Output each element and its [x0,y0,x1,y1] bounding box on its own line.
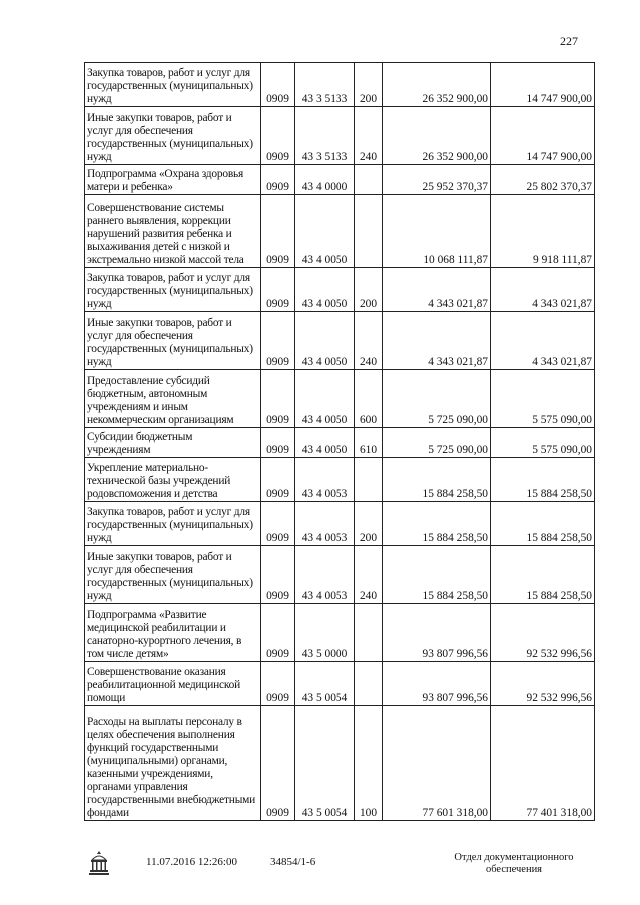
row-name-cell: Закупка товаров, работ и услуг для государственных (муниципальных) нужд [85,502,261,546]
footer-office-line: обеспечения [485,864,543,875]
amount-year2-cell: 5 575 090,00 [491,370,595,428]
footer-office [434,852,594,876]
expense-type-cell: 240 [355,312,383,370]
page-footer [86,848,596,898]
table-row [85,662,595,706]
footer-datetime: 11.07.2016 12:26:00 [146,856,237,868]
section-code-cell: 0909 [261,428,295,458]
page-number: 227 [560,34,578,48]
section-code-cell: 0909 [261,312,295,370]
expense-type-cell: 200 [355,502,383,546]
amount-year2-cell: 25 802 370,37 [491,165,595,195]
expense-type-cell [355,195,383,268]
amount-year1-cell: 15 884 258,50 [383,546,491,604]
table-row [85,268,595,312]
target-article-cell: 43 5 0054 [295,662,355,706]
target-article-cell: 43 4 0053 [295,546,355,604]
amount-year2-cell: 77 401 318,00 [491,706,595,821]
row-name-cell: Закупка товаров, работ и услуг для государственных (муниципальных) нужд [85,63,261,107]
expense-type-cell: 240 [355,546,383,604]
amount-year2-cell: 15 884 258,50 [491,546,595,604]
amount-year1-cell: 26 352 900,00 [383,63,491,107]
amount-year1-cell: 5 725 090,00 [383,370,491,428]
target-article-cell: 43 4 0053 [295,502,355,546]
table-row [85,428,595,458]
amount-year2-cell: 14 747 900,00 [491,63,595,107]
row-name-cell: Предоставление субсидий бюджетным, автономным учреждениям и иным некоммерческим организациям [85,370,261,428]
expense-type-cell: 200 [355,63,383,107]
table-row [85,706,595,821]
target-article-cell: 43 4 0050 [295,428,355,458]
amount-year2-cell: 5 575 090,00 [491,428,595,458]
expense-type-cell: 200 [355,268,383,312]
row-name-cell: Подпрограмма «Развитие медицинской реабилитации и санаторно-курортного лечения, в том числе детям» [85,604,261,662]
section-code-cell: 0909 [261,165,295,195]
section-code-cell: 0909 [261,546,295,604]
amount-year1-cell: 4 343 021,87 [383,268,491,312]
amount-year2-cell: 92 532 996,56 [491,604,595,662]
footer-document-code: 34854/1-6 [270,856,316,868]
target-article-cell: 43 4 0000 [295,165,355,195]
table-row [85,370,595,428]
expense-type-cell: 100 [355,706,383,821]
amount-year1-cell: 93 807 996,56 [383,604,491,662]
table-row [85,502,595,546]
amount-year1-cell: 93 807 996,56 [383,662,491,706]
expense-type-cell: 610 [355,428,383,458]
section-code-cell: 0909 [261,63,295,107]
table-row [85,458,595,502]
section-code-cell: 0909 [261,268,295,312]
amount-year1-cell: 15 884 258,50 [383,502,491,546]
target-article-cell: 43 4 0050 [295,268,355,312]
row-name-cell: Иные закупки товаров, работ и услуг для обеспечения государственных (муниципальных) нужд [85,107,261,165]
row-name-cell: Подпрограмма «Охрана здоровья матери и ребенка» [85,165,261,195]
row-name-cell: Расходы на выплаты персоналу в целях обеспечения выполнения функций государственными (муниципальными) органами, казенными учреждениями, органами управления государственными внебюджетными фондами [85,706,261,821]
amount-year2-cell: 15 884 258,50 [491,458,595,502]
table-row [85,107,595,165]
section-code-cell: 0909 [261,502,295,546]
table-row [85,546,595,604]
footer-office-line: Отдел документационного [454,852,574,863]
expense-type-cell [355,604,383,662]
table-row [85,604,595,662]
amount-year2-cell: 15 884 258,50 [491,502,595,546]
expense-type-cell: 240 [355,107,383,165]
expense-type-cell: 600 [355,370,383,428]
target-article-cell: 43 5 0054 [295,706,355,821]
section-code-cell: 0909 [261,458,295,502]
expense-type-cell [355,662,383,706]
row-name-cell: Закупка товаров, работ и услуг для государственных (муниципальных) нужд [85,268,261,312]
expense-type-cell [355,458,383,502]
amount-year1-cell: 25 952 370,37 [383,165,491,195]
target-article-cell: 43 3 5133 [295,63,355,107]
row-name-cell: Совершенствование оказания реабилитационной медицинской помощи [85,662,261,706]
budget-table [84,62,595,821]
row-name-cell: Иные закупки товаров, работ и услуг для обеспечения государственных (муниципальных) нужд [85,312,261,370]
section-code-cell: 0909 [261,107,295,165]
target-article-cell: 43 5 0000 [295,604,355,662]
target-article-cell: 43 3 5133 [295,107,355,165]
amount-year2-cell: 9 918 111,87 [491,195,595,268]
budget-table-body [85,63,595,821]
section-code-cell: 0909 [261,604,295,662]
row-name-cell: Иные закупки товаров, работ и услуг для обеспечения государственных (муниципальных) нужд [85,546,261,604]
section-code-cell: 0909 [261,370,295,428]
table-row [85,195,595,268]
target-article-cell: 43 4 0050 [295,195,355,268]
amount-year2-cell: 14 747 900,00 [491,107,595,165]
amount-year1-cell: 15 884 258,50 [383,458,491,502]
amount-year1-cell: 10 068 111,87 [383,195,491,268]
target-article-cell: 43 4 0050 [295,370,355,428]
duma-emblem-icon [86,848,112,876]
row-name-cell: Субсидии бюджетным учреждениям [85,428,261,458]
section-code-cell: 0909 [261,195,295,268]
amount-year2-cell: 4 343 021,87 [491,312,595,370]
section-code-cell: 0909 [261,706,295,821]
row-name-cell: Совершенствование системы раннего выявления, коррекции нарушений развития ребенка и выхаживания детей с низкой и экстремально низкой массой тела [85,195,261,268]
amount-year1-cell: 4 343 021,87 [383,312,491,370]
target-article-cell: 43 4 0053 [295,458,355,502]
amount-year2-cell: 4 343 021,87 [491,268,595,312]
table-row [85,312,595,370]
expense-type-cell [355,165,383,195]
section-code-cell: 0909 [261,662,295,706]
amount-year1-cell: 5 725 090,00 [383,428,491,458]
table-row [85,165,595,195]
amount-year1-cell: 77 601 318,00 [383,706,491,821]
row-name-cell: Укрепление материально-технической базы учреждений родовспоможения и детства [85,458,261,502]
amount-year2-cell: 92 532 996,56 [491,662,595,706]
target-article-cell: 43 4 0050 [295,312,355,370]
amount-year1-cell: 26 352 900,00 [383,107,491,165]
table-row [85,63,595,107]
